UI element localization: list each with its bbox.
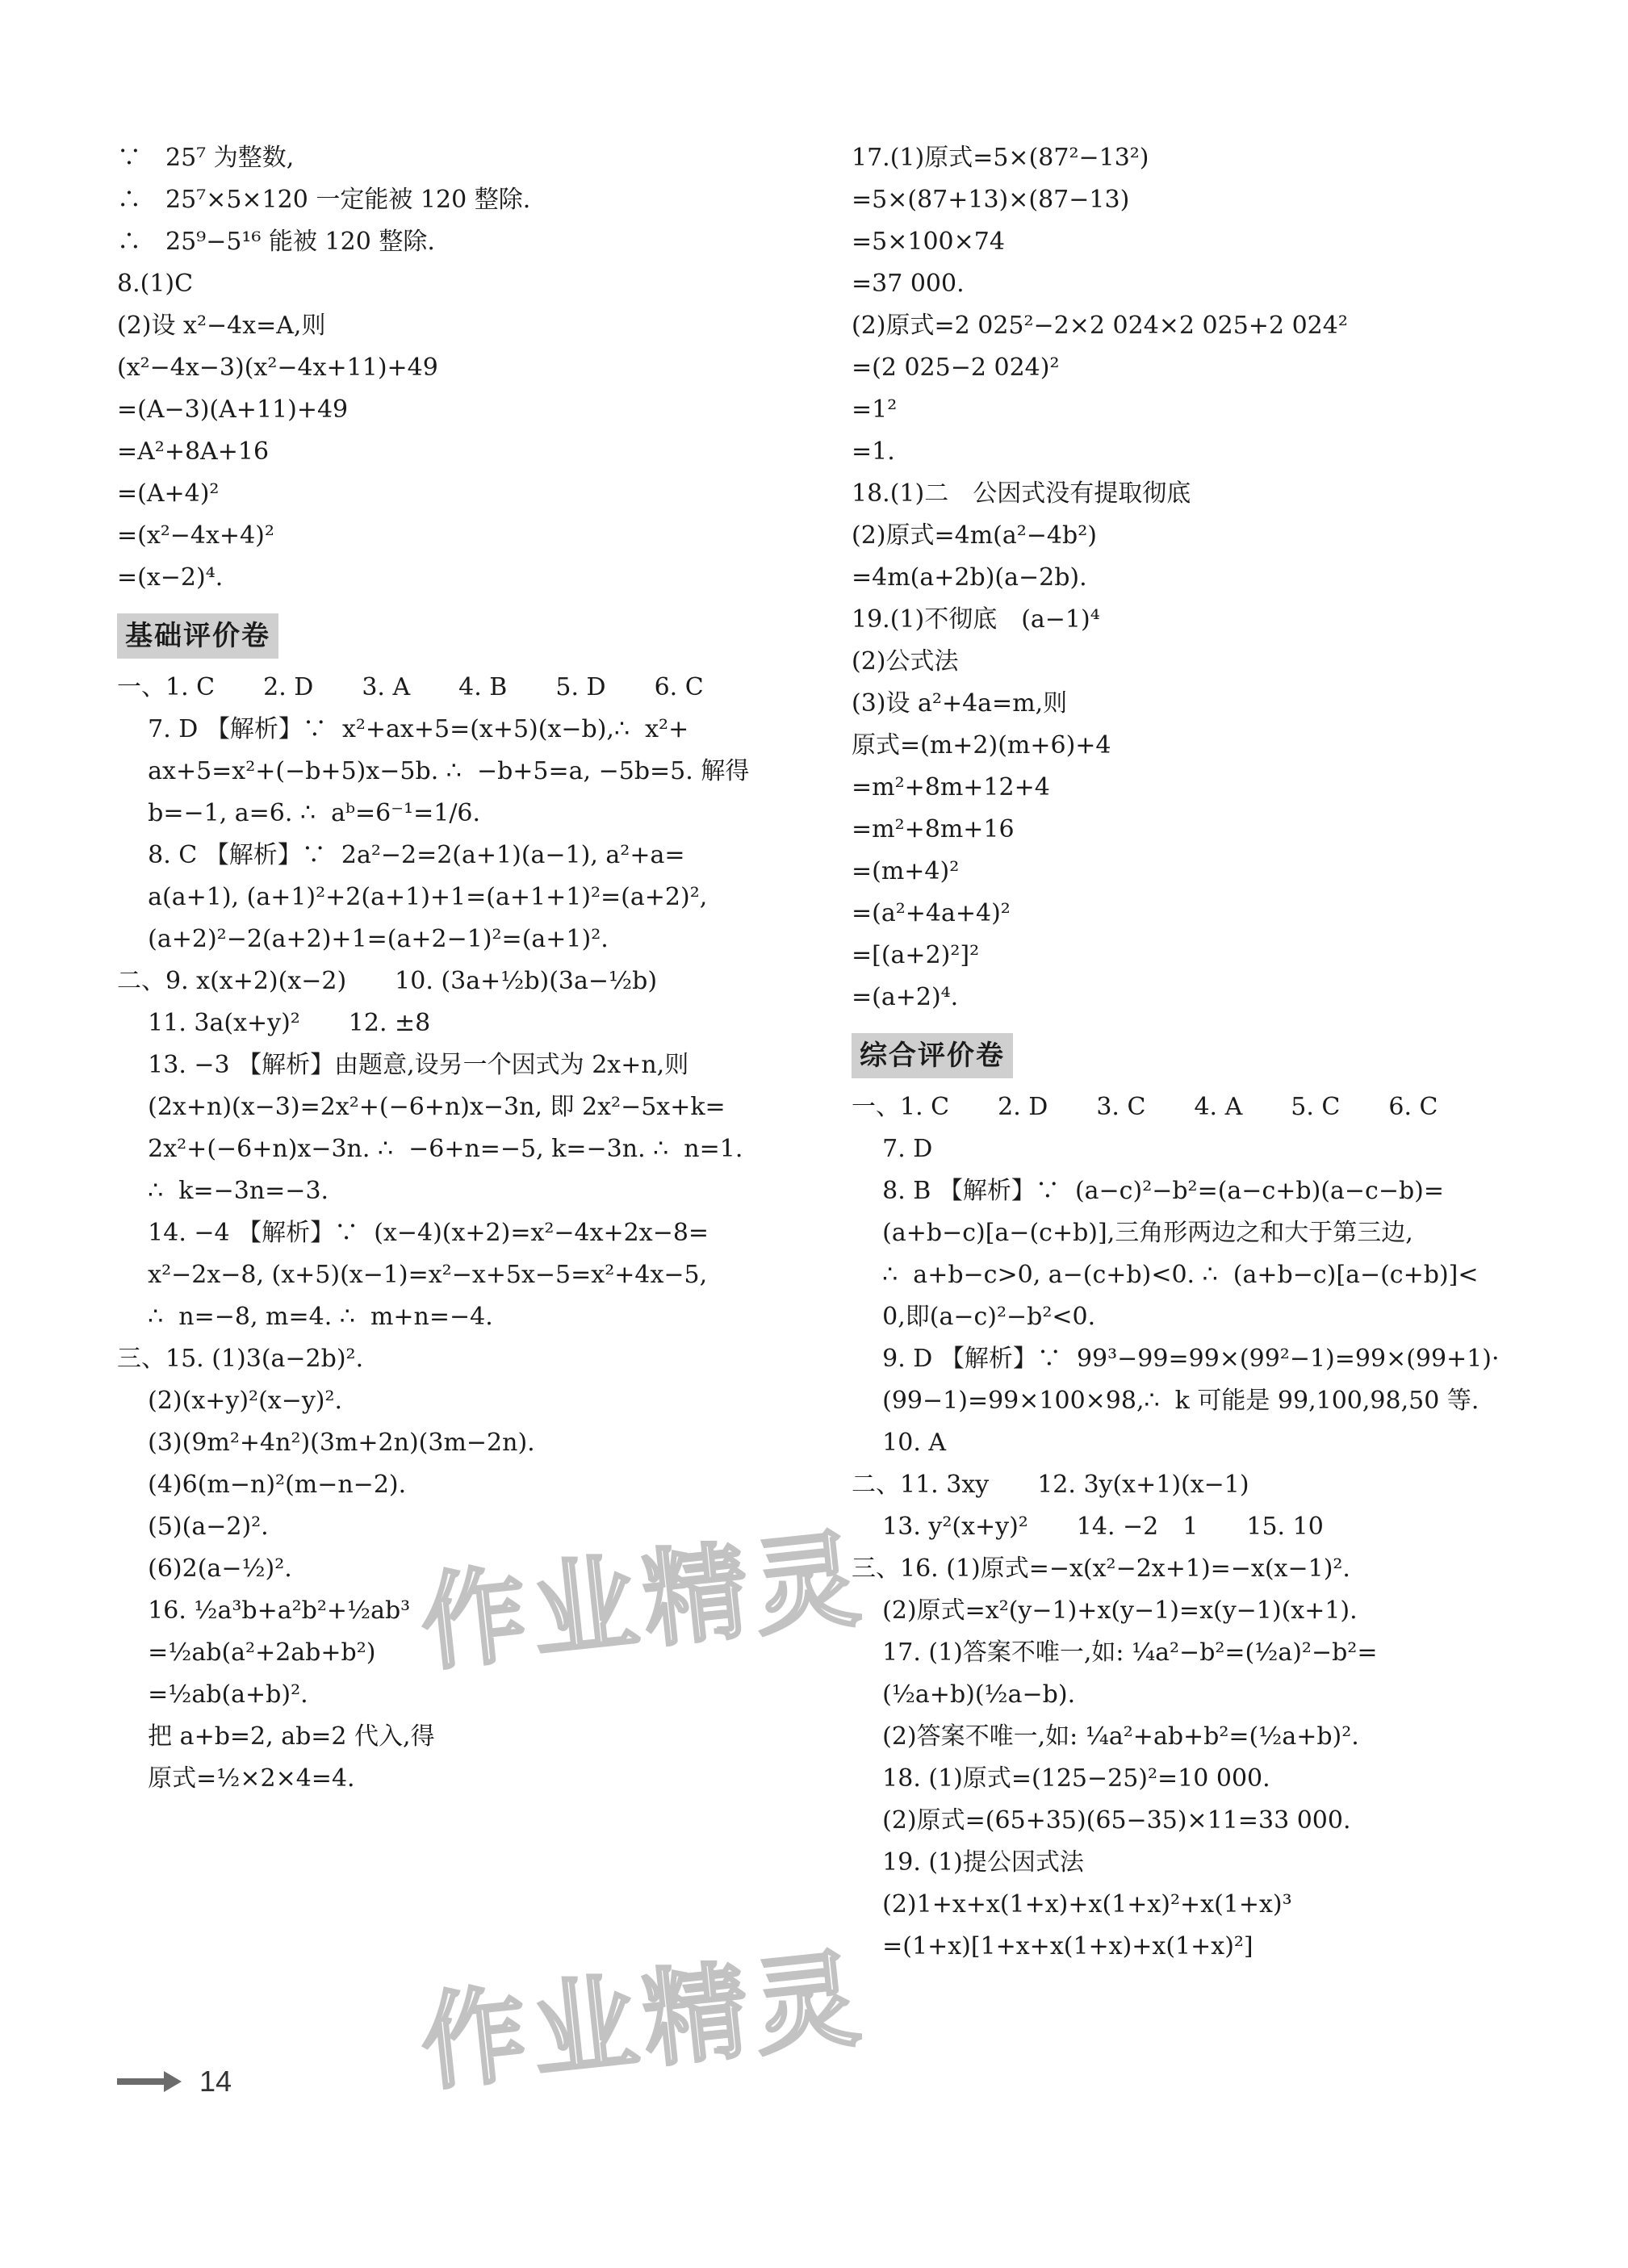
answer-line: 三、15. (1)3(a−2b)². [117,1345,364,1373]
answer-line: =1. [852,437,895,466]
answer-line: (2)答案不唯一,如: ¼a²+ab+b²=(½a+b)². [852,1722,1359,1751]
answer-line: =A²+8A+16 [117,437,270,466]
left-section-lines [117,667,779,1800]
answer-line: b=−1, a=6. ∴ aᵇ=6⁻¹=1/6. [117,799,481,827]
answer-line: x²−2x−8, (x+5)(x−1)=x²−x+5x−5=x²+4x−5, [117,1261,708,1289]
answer-line: 17.(1)原式=5×(87²−13²) [852,144,1149,172]
right-section-lines [852,1086,1546,1968]
page-number: 14 [199,2065,232,2098]
answer-line: 18. (1)原式=(125−25)²=10 000. [852,1764,1270,1793]
section-title: 综合评价卷 [852,1033,1013,1078]
answer-line: =m²+8m+16 [852,815,1015,843]
answer-line: 19. (1)提公因式法 [852,1848,1084,1877]
answer-line: ∴ k=−3n=−3. [117,1177,329,1205]
answer-line: 16. ½a³b+a²b²+½ab³ [117,1596,411,1625]
answer-line: (2)原式=2 025²−2×2 024×2 025+2 024² [852,312,1348,340]
answer-line: (2)1+x+x(1+x)+x(1+x)²+x(1+x)³ [852,1890,1292,1919]
answer-line: (a+2)²−2(a+2)+1=(a+2−1)²=(a+1)². [117,925,609,953]
answer-line: 原式=½×2×4=4. [117,1764,355,1793]
answer-line: 19.(1)不彻底 (a−1)⁴ [852,605,1100,634]
answer-line: =(x²−4x+4)² [117,521,274,550]
answer-line: ∴ 25⁷×5×120 一定能被 120 整除. [117,186,531,214]
section-comprehensive [852,1033,1546,1078]
answer-line: 9. D 【解析】∵ 99³−99=99×(99²−1)=99×(99+1)· [852,1345,1500,1373]
answer-line: 8. C 【解析】∵ 2a²−2=2(a+1)(a−1), a²+a= [117,841,685,869]
answer-line: =½ab(a+b)². [117,1680,308,1709]
answer-line: ∴ a+b−c>0, a−(c+b)<0. ∴ (a+b−c)[a−(c+b)]< [852,1261,1479,1289]
section-basic [117,613,779,659]
answer-line: 18.(1)二 公因式没有提取彻底 [852,479,1191,508]
answer-line: (2)设 x²−4x=A,则 [117,312,326,340]
answer-line: ∴ n=−8, m=4. ∴ m+n=−4. [117,1303,493,1331]
answer-line: (2)原式=x²(y−1)+x(y−1)=x(y−1)(x+1). [852,1596,1358,1625]
answer-line: =m²+8m+12+4 [852,773,1050,801]
answer-line: ax+5=x²+(−b+5)x−5b. ∴ −b+5=a, −5b=5. 解得 [117,757,750,785]
right-top-lines [852,137,1546,1019]
answer-line: (3)设 a²+4a=m,则 [852,689,1068,718]
watermark: 作业精灵 [415,1517,872,1686]
answer-line: a(a+1), (a+1)²+2(a+1)+1=(a+1+1)²=(a+2)², [117,883,708,911]
answer-line: =37 000. [852,270,965,298]
answer-line: 2x²+(−6+n)x−3n. ∴ −6+n=−5, k=−3n. ∴ n=1. [117,1135,743,1163]
answer-line: 11. 3a(x+y)² 12. ±8 [117,1009,431,1037]
watermark: 作业精灵 [415,1936,872,2106]
answer-line: 0,即(a−c)²−b²<0. [852,1303,1096,1331]
answer-line: (x²−4x−3)(x²−4x+11)+49 [117,354,438,382]
answer-line: =5×100×74 [852,228,1005,256]
answer-line: (2)(x+y)²(x−y)². [117,1387,343,1415]
answer-line: 原式=(m+2)(m+6)+4 [852,731,1111,759]
answer-line: (2x+n)(x−3)=2x²+(−6+n)x−3n, 即 2x²−5x+k= [117,1093,726,1121]
answer-line: =(a+2)⁴. [852,983,959,1011]
answer-line: (3)(9m²+4n²)(3m+2n)(3m−2n). [117,1429,535,1457]
answer-line: =4m(a+2b)(a−2b). [852,563,1087,592]
right-column [852,137,1546,1968]
section-title: 基础评价卷 [117,613,278,659]
answer-line: =(a²+4a+4)² [852,899,1011,927]
answer-line: =½ab(a²+2ab+b²) [117,1638,376,1667]
answer-line: 13. y²(x+y)² 14. −2 1 15. 10 [852,1513,1324,1541]
answer-line: (4)6(m−n)²(m−n−2). [117,1471,407,1499]
answer-line: =(1+x)[1+x+x(1+x)+x(1+x)²] [852,1932,1253,1960]
answer-line: 10. A [852,1429,947,1457]
answer-line: =(A−3)(A+11)+49 [117,395,349,424]
answer-line: ∴ 25⁹−5¹⁶ 能被 120 整除. [117,228,435,256]
answer-line: =[(a+2)²]² [852,941,980,969]
answer-line: 一、1. C 2. D 3. C 4. A 5. C 6. C [852,1093,1438,1121]
answer-line: =(m+4)² [852,857,960,885]
answer-line: 把 a+b=2, ab=2 代入,得 [117,1722,435,1751]
answer-line: =(2 025−2 024)² [852,354,1060,382]
left-top-lines [117,137,779,599]
answer-line: (a+b−c)[a−(c+b)],三角形两边之和大于第三边, [852,1219,1413,1247]
answer-line: 13. −3 【解析】由题意,设另一个因式为 2x+n,则 [117,1051,689,1079]
answer-line: 一、1. C 2. D 3. A 4. B 5. D 6. C [117,673,704,701]
answer-line: 17. (1)答案不唯一,如: ¼a²−b²=(½a)²−b²= [852,1638,1378,1667]
answer-line: (6)2(a−½)². [117,1555,292,1583]
answer-line: 14. −4 【解析】∵ (x−4)(x+2)=x²−4x+2x−8= [117,1219,709,1247]
answer-line: ∵ 25⁷ 为整数, [117,144,295,172]
answer-line: 二、11. 3xy 12. 3y(x+1)(x−1) [852,1471,1249,1499]
answer-line: (2)原式=4m(a²−4b²) [852,521,1097,550]
answer-line: (5)(a−2)². [117,1513,269,1541]
answer-line: 8.(1)C [117,270,194,298]
page-footer [117,2065,232,2099]
answer-line: =5×(87+13)×(87−13) [852,186,1130,214]
answer-line: 二、9. x(x+2)(x−2) 10. (3a+½b)(3a−½b) [117,967,658,995]
answer-line: (99−1)=99×100×98,∴ k 可能是 99,100,98,50 等. [852,1387,1479,1415]
answer-line: 7. D 【解析】∵ x²+ax+5=(x+5)(x−b),∴ x²+ [117,715,689,743]
answer-line: (½a+b)(½a−b). [852,1680,1076,1709]
answer-line: =(A+4)² [117,479,220,508]
answer-line: =1² [852,395,898,424]
answer-line: =(x−2)⁴. [117,563,224,592]
answer-line: 7. D [852,1135,933,1163]
answer-line: (2)公式法 [852,647,959,676]
left-column [117,137,779,1800]
arrow-right-icon [117,2071,182,2092]
answer-line: 8. B 【解析】∵ (a−c)²−b²=(a−c+b)(a−c−b)= [852,1177,1445,1205]
answer-line: 三、16. (1)原式=−x(x²−2x+1)=−x(x−1)². [852,1555,1350,1583]
answer-line: (2)原式=(65+35)(65−35)×11=33 000. [852,1806,1351,1835]
